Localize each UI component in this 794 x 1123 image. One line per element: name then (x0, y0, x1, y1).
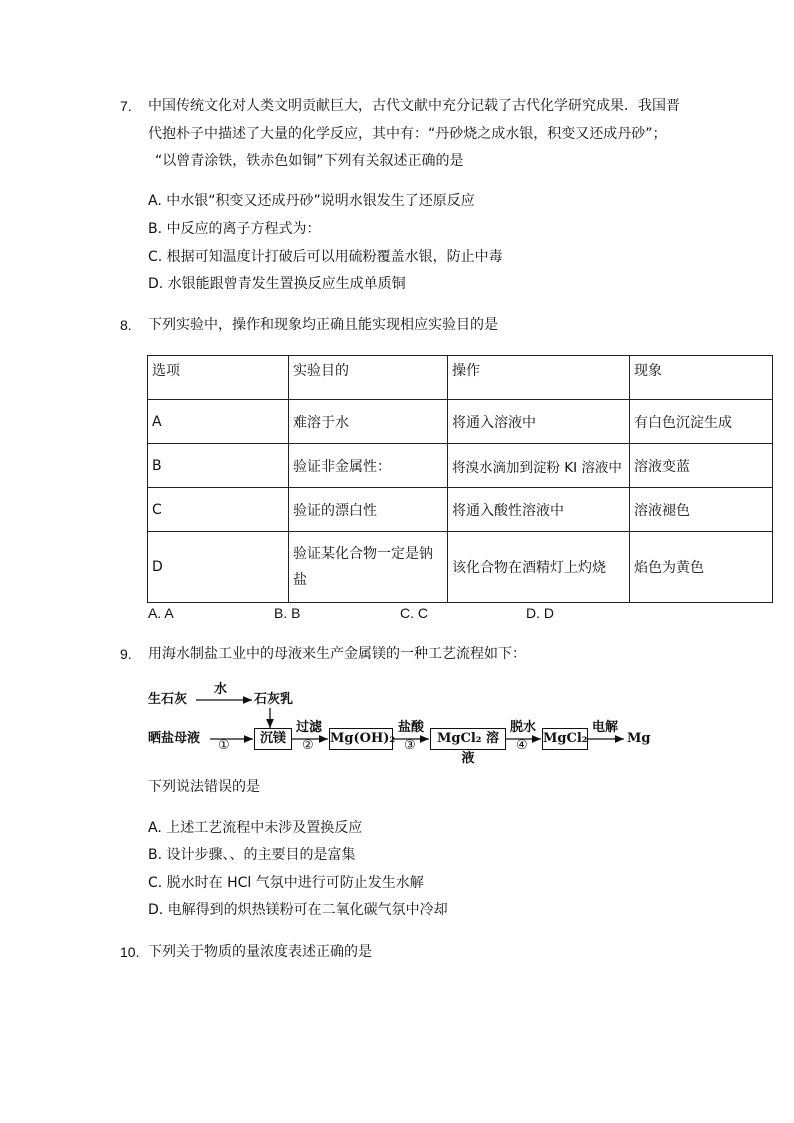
q7-option-a: A. 中水银“积变又还成丹砂”说明水银发生了还原反应 (148, 193, 475, 209)
header-operation: 操作 (448, 356, 630, 400)
magnesium-label: Mg (627, 731, 651, 746)
mgcl2-box: MgCl₂ (542, 728, 588, 750)
q9-option-c: C. 脱水时在 HCl 气氛中进行可防止发生水解 (148, 875, 424, 891)
q8-answer-a: A. A (148, 605, 174, 621)
q9-option-d: D. 电解得到的炽热镁粉可在二氧化碳气氛中冷却 (148, 902, 448, 918)
row-b-option: B (148, 444, 289, 488)
hydrochloric-acid-label: 盐酸 (398, 720, 425, 735)
q9-option-b: B. 设计步骤、、的主要目的是富集 (148, 847, 356, 863)
experiment-table (147, 355, 773, 603)
table-row (148, 532, 773, 603)
row-c-option: C (148, 488, 289, 532)
mgcl2-solution-box: MgCl₂ 溶液 (430, 728, 506, 750)
quicklime-label: 生石灰 (148, 692, 188, 707)
row-b-phenomenon: 溶液变蓝 (630, 444, 773, 488)
row-a-operation: 将通入溶液中 (448, 400, 630, 444)
q7-stem-line2: 代抱朴子中描述了大量的化学反应，其中有：“丹砂烧之成水银，积变又还成丹砂”； (148, 126, 667, 142)
q7-option-b: B. 中反应的离子方程式为： (148, 221, 321, 237)
q7-option-c: C. 根据可知温度计打破后可以用硫粉覆盖水银，防止中毒 (148, 249, 503, 265)
row-d-operation: 该化合物在酒精灯上灼烧 (448, 532, 630, 603)
step2-label: ② (302, 738, 314, 753)
row-d-purpose: 验证某化合物一定是钠盐 (289, 532, 448, 603)
row-d-option: D (148, 532, 289, 603)
row-a-purpose: 难溶于水 (289, 400, 448, 444)
q9-option-a: A. 上述工艺流程中未涉及置换反应 (148, 820, 363, 836)
q9-sub-question: 下列说法错误的是 (148, 779, 260, 795)
q9-stem: 用海水制盐工业中的母液来生产金属镁的一种工艺流程如下： (148, 646, 526, 662)
q8-answer-b: B. B (274, 605, 301, 621)
mg-hydroxide-box: Mg(OH)₂ (329, 728, 393, 750)
table-header-row (148, 356, 773, 400)
row-a-option: A (148, 400, 289, 444)
row-d-phenomenon: 焰色为黄色 (630, 532, 773, 603)
row-c-operation: 将通入酸性溶液中 (448, 488, 630, 532)
row-c-purpose: 验证的漂白性 (289, 488, 448, 532)
row-b-operation: 将溴水滴加到淀粉 KI 溶液中 (448, 444, 630, 488)
water-label: 水 (214, 682, 228, 697)
step4-label: ④ (516, 738, 528, 753)
dehydration-label: 脱水 (510, 720, 537, 735)
step1-label: ① (218, 738, 230, 753)
q10-stem: 下列关于物质的量浓度表述正确的是 (148, 944, 372, 960)
filter-label: 过滤 (296, 720, 323, 735)
q7-stem-line3: “以曾青涂铁，铁赤色如铜”下列有关叙述正确的是 (155, 153, 464, 169)
header-phenomenon: 现象 (630, 356, 773, 400)
q10-number: 10. (120, 944, 140, 960)
lime-milk-label: 石灰乳 (254, 692, 294, 707)
table-row (148, 400, 773, 444)
q7-number: 7. (120, 98, 132, 114)
q7-option-d: D. 水银能跟曾青发生置换反应生成单质铜 (148, 276, 406, 292)
q8-answer-d: D. D (526, 605, 554, 621)
row-c-phenomenon: 溶液褪色 (630, 488, 773, 532)
table-row (148, 488, 773, 532)
table-row (148, 444, 773, 488)
header-purpose: 实验目的 (289, 356, 448, 400)
process-flow-diagram (148, 680, 668, 766)
q9-number: 9. (120, 646, 132, 662)
q8-answer-c: C. C (400, 605, 428, 621)
row-b-purpose: 验证非金属性： (289, 444, 448, 488)
brine-label: 晒盐母液 (148, 731, 201, 746)
step3-label: ③ (404, 738, 416, 753)
electrolysis-label: 电解 (592, 720, 619, 735)
header-option: 选项 (148, 356, 289, 400)
q7-stem-line1: 中国传统文化对人类文明贡献巨大，古代文献中充分记载了古代化学研究成果．我国晋 (148, 98, 680, 114)
row-a-phenomenon: 有白色沉淀生成 (630, 400, 773, 444)
precipitation-box: 沉镁 (254, 728, 292, 750)
q8-number: 8. (120, 317, 132, 333)
q8-stem: 下列实验中，操作和现象均正确且能实现相应实验目的是 (148, 317, 498, 333)
